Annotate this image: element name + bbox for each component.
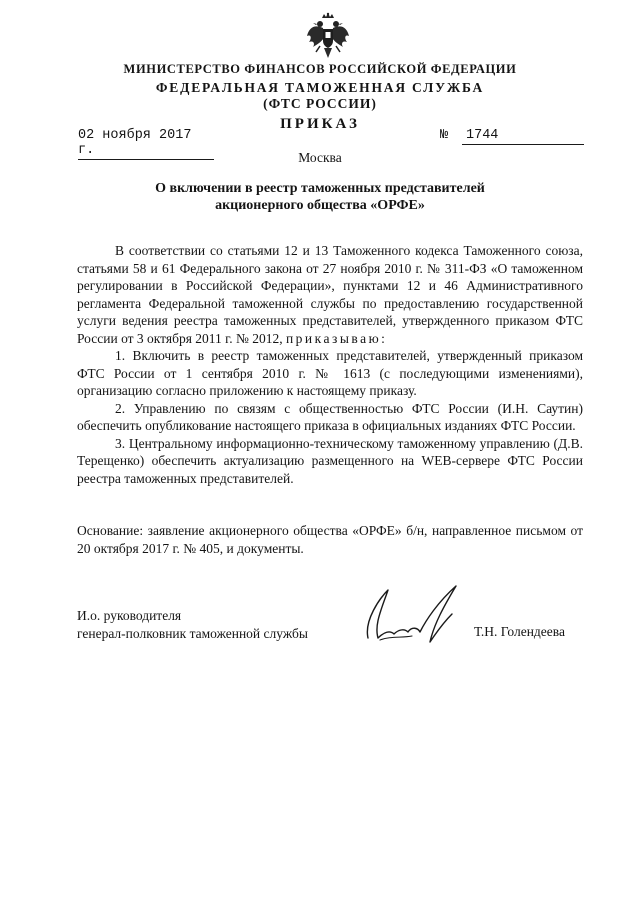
intro-text: В соответствии со статьями 12 и 13 Таможенного кодекса Таможенного союза, статьями 58 и 61 Федерального закона от 27 ноября 2010 г. № 311-ФЗ «О таможенном регулировании в Российской Федерации», пунктами 12 и 46 Административного регламента Федеральной таможенной службы по предоставлению государственной услуги ведения реестра таможенных представителей, утвержденного приказом ФТС России от 3 октября 2011 г. № 2012,	[77, 243, 583, 346]
order-subject	[0, 180, 640, 214]
order-word: приказываю:	[285, 330, 388, 346]
subject-line-1: О включении в реестр таможенных представителей	[155, 181, 485, 196]
order-item-3: 3. Центральному информационно-техническому таможенному управлению (Д.В. Терещенко) обеспечить актуализацию размещенного на WEB-сервере ФТС России реестра таможенных представителей.	[77, 435, 583, 486]
signatory-name: Т.Н. Голендеева	[474, 624, 565, 639]
subject-line-2: акционерного общества «ОРФЕ»	[215, 198, 425, 213]
handwritten-signature	[360, 580, 470, 652]
city: Москва	[298, 150, 342, 165]
order-date: 02 ноября 2017 г.	[78, 128, 214, 160]
ministry-name: МИНИСТЕРСТВО ФИНАНСОВ РОССИЙСКОЙ ФЕДЕРАЦИИ	[123, 62, 517, 76]
position-line-2: генерал-полковник таможенной службы	[77, 625, 308, 641]
signatory-position	[77, 607, 308, 642]
number-sign: №	[440, 128, 449, 143]
service-name: ФЕДЕРАЛЬНАЯ ТАМОЖЕННАЯ СЛУЖБА	[155, 80, 485, 95]
basis-paragraph: Основание: заявление акционерного общества «ОРФЕ» б/н, направленное письмом от 20 октября 2017 г. № 405, и документы.	[77, 523, 583, 556]
order-item-2: 2. Управлению по связям с общественностью ФТС России (И.Н. Саутин) обеспечить опубликование настоящего приказа в официальных изданиях ФТС России.	[77, 400, 583, 433]
order-body	[77, 242, 583, 487]
order-item-1: 1. Включить в реестр таможенных представителей, утвержденный приказом ФТС России от 1 сентября 2010 г. № 1613 (с последующими изменениями), организацию согласно приложению к настоящему приказу.	[77, 348, 583, 398]
position-line-1: И.о. руководителя	[77, 608, 182, 623]
document-type: ПРИКАЗ	[280, 116, 360, 132]
service-abbreviation: (ФТС РОССИИ)	[263, 96, 377, 111]
intro-paragraph	[77, 242, 583, 347]
double-headed-eagle-icon	[306, 12, 350, 62]
order-number: 1744	[462, 128, 584, 145]
